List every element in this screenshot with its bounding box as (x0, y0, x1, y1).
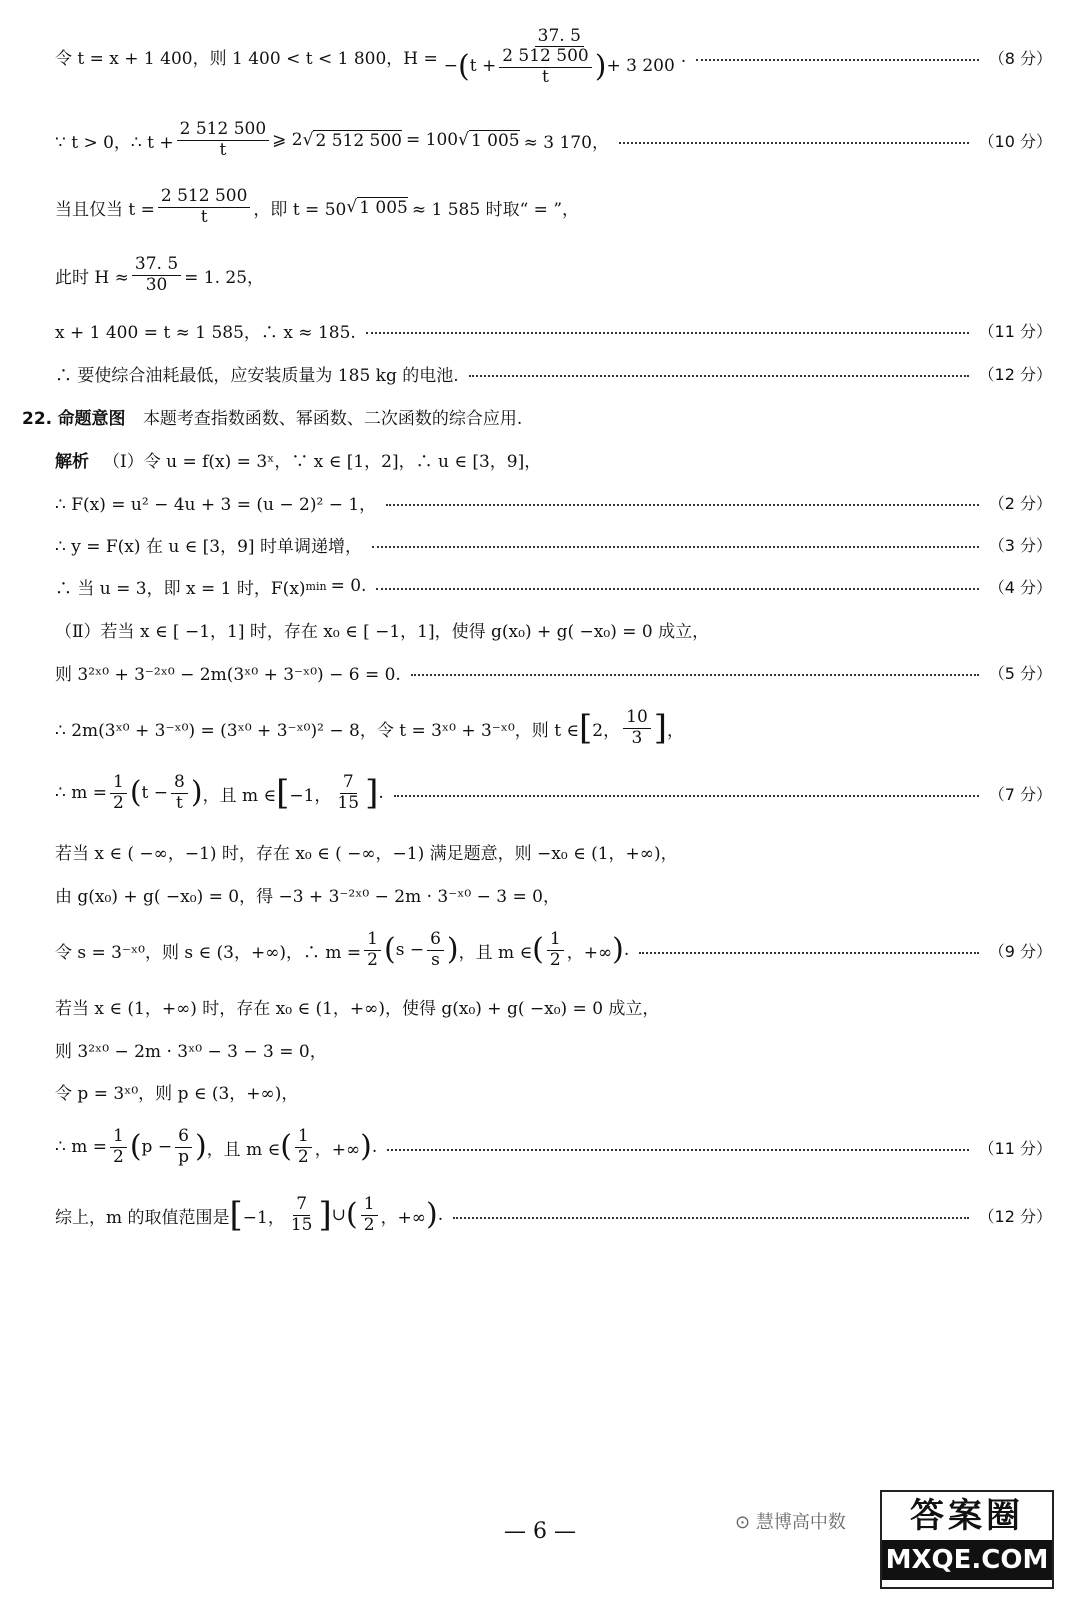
solution-line (55, 360, 1052, 386)
solution-line (55, 1078, 1052, 1104)
score-5: （5 分） (988, 663, 1052, 683)
text: + 3 200 (606, 56, 675, 77)
denominator: s (431, 949, 440, 970)
solution-line: ∵ t > 0，∴ t + $\frac{2 512 500}{t}$ ⩾ 2 √ 2 512 500 = 100 √ 1 005 ≈ 3 170， （10 分） (55, 118, 1052, 160)
text: 令 t = x + 1 400，则 1 400 < t < 1 800，H = (55, 49, 438, 70)
wechat-text: 慧博高中数 (755, 1512, 846, 1533)
numerator: 7 (340, 773, 357, 794)
solution-line: 令 s = 3⁻ˣ⁰，则 s ∈ (3，+∞)，∴ m = $\frac{1}{2}$ ( s − $\frac{6}{s}$ ) ，且 m ∈ ( $\frac{1}{2}$ ，+∞ ) . （9 分） (55, 928, 1052, 970)
denominator: 15 (290, 1214, 313, 1235)
denominator: 3 (631, 727, 643, 748)
solution-line: 当且仅当 t = $\frac{2 512 500}{t}$ ，即 t = 50 √ 1 005 ≈ 1 585 时取“ = ”， (55, 185, 580, 227)
text: ∴ 2m(3ˣ⁰ + 3⁻ˣ⁰) = (3ˣ⁰ + 3⁻ˣ⁰)² − 8，令 t = 3ˣ⁰ + 3⁻ˣ⁰，则 t ∈ (55, 720, 580, 741)
denominator: t (219, 139, 227, 160)
solution-line (55, 22, 1052, 92)
text: ，+∞ (566, 942, 613, 963)
logo-watermark (880, 1490, 1054, 1589)
solution-line (55, 1036, 1052, 1062)
text: . (623, 940, 630, 960)
text: −1， (242, 1207, 285, 1228)
text: x + 1 400 = t ≈ 1 585，∴ x ≈ 185. (55, 322, 356, 343)
denominator: t (542, 66, 549, 87)
fraction (441, 27, 678, 88)
score-12: （12 分） (978, 1206, 1052, 1226)
denominator: p (178, 1146, 189, 1167)
text: ≈ 1 585 时取“ = ”， (411, 199, 580, 220)
text: 2， (592, 720, 621, 741)
text: 综上，m 的取值范围是 (55, 1207, 230, 1228)
text: ，+∞ (314, 1139, 361, 1160)
text: = 100 (406, 130, 459, 150)
score-7: （7 分） (988, 784, 1052, 804)
text: 由 g(x₀) + g( −x₀) = 0，得 −3 + 3⁻²ˣ⁰ − 2m · 3⁻ˣ⁰ − 3 = 0， (55, 886, 560, 907)
text: 若当 x ∈ (1，+∞) 时，存在 x₀ ∈ (1，+∞)，使得 g(x₀) + g( −x₀) = 0 成立， (55, 998, 660, 1019)
numerator: 7 (293, 1195, 310, 1216)
denominator: 2 (113, 792, 124, 813)
solution-line (55, 993, 1052, 1019)
text: ∴ m = (55, 1137, 107, 1157)
text: . (378, 783, 384, 803)
numerator: 37. 5 (132, 255, 181, 276)
question-number: 22. (22, 409, 53, 429)
text: （Ⅰ）令 u = f(x) = 3ˣ，∵ x ∈ [1，2]，∴ u ∈ [3，9]， (103, 451, 542, 472)
text: . (371, 1137, 378, 1157)
denominator: 2 (367, 949, 378, 970)
text: ∴ F(x) = u² − 4u + 3 = (u − 2)² − 1， (55, 494, 377, 515)
subscript: min (305, 579, 327, 593)
score-8: （8 分） (988, 48, 1052, 68)
solution-line: ∴ 2m(3ˣ⁰ + 3⁻ˣ⁰) = (3ˣ⁰ + 3⁻ˣ⁰)² − 8，令 t = 3ˣ⁰ + 3⁻ˣ⁰，则 t ∈ [ 2， $\frac{10}{3}$ ] ， (55, 706, 685, 748)
denominator: 2 (549, 949, 561, 970)
sqrt-content: 1 005 (470, 130, 520, 151)
denominator: t (176, 792, 183, 813)
denominator: 15 (337, 792, 360, 813)
text: ，+∞ (380, 1207, 426, 1228)
text: ∴ m = (55, 783, 107, 803)
text: ∴ 当 u = 3，即 x = 1 时，F(x) (55, 578, 306, 599)
denominator: 2 (363, 1214, 375, 1235)
solution-line: ∴ m = $\frac{1}{2}$ ( t − $\frac{8}{t}$ ) ，且 m ∈ [ −1， $\frac{7}{15}$ ] . （7 分） (55, 771, 1052, 813)
score-11: （11 分） (978, 321, 1052, 341)
text: ∪ (331, 1205, 347, 1225)
analysis-label: 解析 (55, 451, 89, 472)
logo-top: 答案圈 (910, 1496, 1024, 1536)
question-header (22, 404, 522, 429)
text: = 0. (330, 576, 367, 596)
numerator: 1 (295, 1127, 312, 1148)
text: 则 3²ˣ⁰ + 3⁻²ˣ⁰ − 2m(3ˣ⁰ + 3⁻ˣ⁰) − 6 = 0. (55, 664, 401, 685)
text: 若当 x ∈ ( −∞，−1) 时，存在 x₀ ∈ ( −∞，−1) 满足题意，则 −x₀ ∈ (1，+∞)， (55, 843, 678, 864)
solution-line: 综上，m 的取值范围是 [ −1， $\frac{7}{15}$ ] ∪ ( $\frac{1}{2}$ ，+∞ ) . （12 分） (55, 1193, 1052, 1235)
logo-bottom: MXQE.COM (882, 1540, 1052, 1580)
numerator: 2 512 500 (177, 120, 270, 141)
intent-text: 本题考查指数函数、幂函数、二次函数的综合应用. (142, 409, 523, 429)
numerator: 1 (361, 1195, 378, 1216)
text: ∴ 要使综合油耗最低，应安装质量为 185 kg 的电池. (55, 365, 459, 386)
text: ，且 m ∈ (206, 1139, 281, 1160)
text: ，且 m ∈ (458, 942, 533, 963)
text: − (443, 56, 458, 77)
solution-line (55, 531, 1052, 557)
solution-line (55, 489, 1052, 515)
text: 此时 H ≈ (55, 267, 129, 288)
numerator: 6 (427, 930, 444, 951)
numerator: 37. 5 (535, 27, 584, 48)
text: ∴ y = F(x) 在 u ∈ [3，9] 时单调递增， (55, 536, 362, 557)
wechat-icon: ⊙ (735, 1512, 751, 1533)
text: ∵ t > 0，∴ t + (55, 132, 174, 153)
solution-line (55, 616, 1052, 642)
score-2: （2 分） (988, 493, 1052, 513)
denominator: − ( t + $\frac{2 512 500}{t}$ ) + 3 200 (443, 46, 675, 87)
denominator: t (200, 206, 208, 227)
text: 令 p = 3ˣ⁰，则 p ∈ (3，+∞)， (55, 1083, 299, 1104)
numerator: 2 512 500 (158, 187, 251, 208)
solution-line (55, 881, 1052, 907)
denominator: 2 (297, 1146, 309, 1167)
denominator: 2 (113, 1146, 124, 1167)
intent-label: 命题意图 (57, 409, 126, 429)
score-3: （3 分） (988, 535, 1052, 555)
solution-line (55, 838, 1052, 864)
numerator: 6 (175, 1127, 192, 1148)
solution-line (55, 573, 1052, 599)
solution-line (55, 446, 1052, 472)
numerator: 1 (110, 1127, 127, 1148)
wechat-watermark (735, 1508, 846, 1534)
page-number: — 6 — (504, 1519, 576, 1544)
text: ⩾ 2 (272, 130, 303, 150)
text: s − (395, 940, 425, 960)
solution-line (55, 659, 1052, 685)
numerator: 2 512 500 (499, 47, 592, 68)
text: . (680, 46, 687, 67)
denominator: 30 (145, 274, 168, 295)
text: ≈ 3 170， (523, 132, 609, 153)
score-10: （10 分） (978, 131, 1052, 151)
numerator: 1 (110, 773, 127, 794)
numerator: 8 (171, 773, 188, 794)
solution-line (55, 250, 1052, 300)
numerator: 1 (364, 930, 381, 951)
numerator: 10 (623, 708, 651, 729)
score-11: （11 分） (978, 1138, 1052, 1158)
text: = 1. 25， (184, 267, 265, 288)
score-4: （4 分） (988, 577, 1052, 597)
text: ，且 m ∈ (202, 785, 277, 806)
text: 令 s = 3⁻ˣ⁰，则 s ∈ (3，+∞)，∴ m = (55, 942, 362, 963)
score-12: （12 分） (978, 364, 1052, 384)
text: . (437, 1205, 444, 1225)
solution-line: ∴ m = $\frac{1}{2}$ ( p − $\frac{6}{p}$ ) ，且 m ∈ ( $\frac{1}{2}$ ，+∞ ) . （11 分） (55, 1125, 1052, 1167)
score-9: （9 分） (988, 941, 1052, 961)
text: 当且仅当 t = (55, 199, 155, 220)
text: p − (141, 1137, 173, 1157)
sqrt-content: 2 512 500 (315, 130, 402, 151)
text: 则 3²ˣ⁰ − 2m · 3ˣ⁰ − 3 − 3 = 0， (55, 1041, 327, 1062)
text: −1， (289, 785, 332, 806)
text: （Ⅱ）若当 x ∈ [ −1，1] 时，存在 x₀ ∈ [ −1，1]，使得 g(x₀) + g( −x₀) = 0 成立， (55, 621, 710, 642)
text: t − (141, 783, 169, 803)
sqrt-content: 1 005 (359, 197, 408, 218)
text: t + (469, 56, 497, 77)
solution-line (55, 317, 1052, 343)
numerator: 1 (547, 930, 564, 951)
text: ，即 t = 50 (253, 199, 347, 220)
